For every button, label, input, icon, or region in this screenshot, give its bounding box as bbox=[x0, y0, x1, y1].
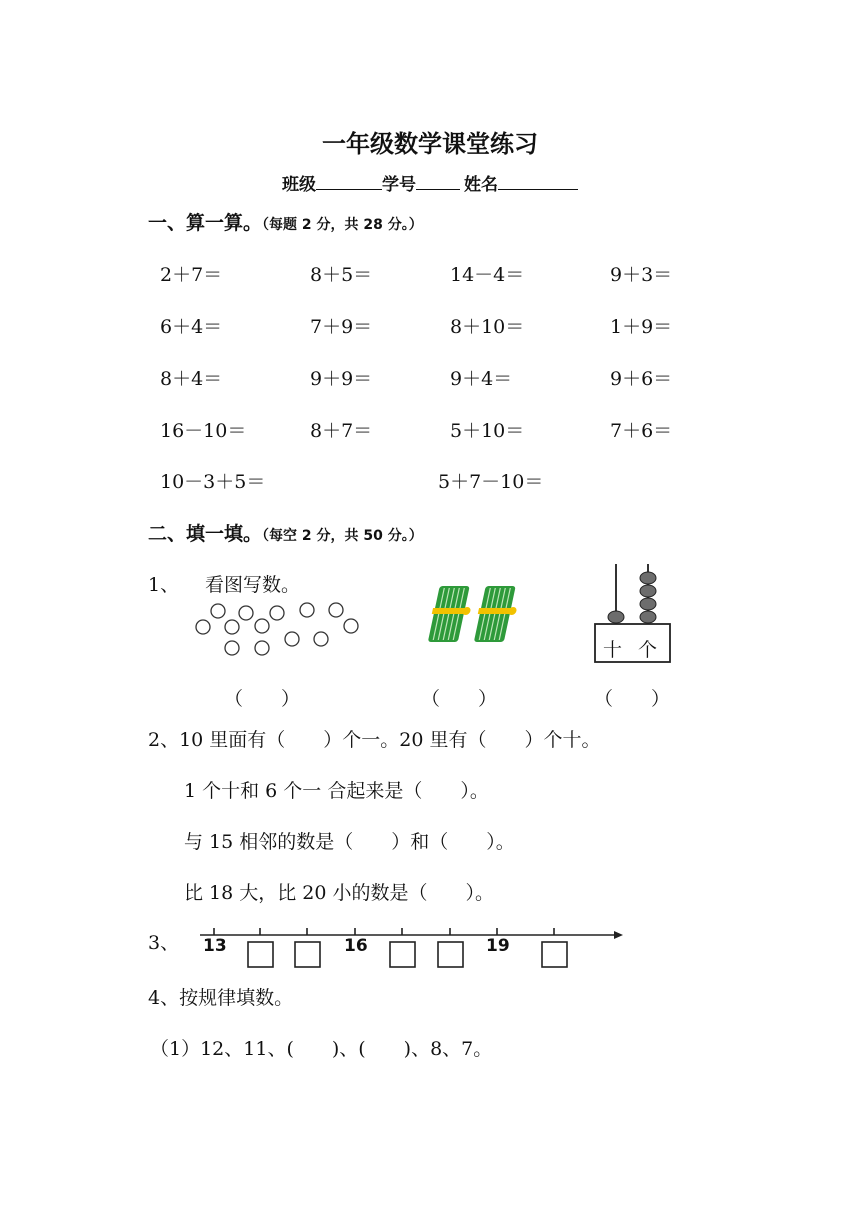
stick-bundle bbox=[472, 586, 522, 642]
q2-line: 与 15 相邻的数是（ ）和（ ）。 bbox=[184, 831, 515, 853]
section-2-title: 二、填一填。 bbox=[148, 523, 263, 545]
problem: 10－3＋5＝ bbox=[160, 471, 266, 493]
problem: 16－10＝ bbox=[160, 420, 247, 442]
number-line-box bbox=[248, 942, 273, 967]
problem: 7＋9＝ bbox=[310, 316, 373, 338]
id-label: 学号 bbox=[382, 175, 416, 195]
section-2-note: （每空 2 分，共 50 分。） bbox=[262, 528, 423, 544]
stick-bundles-picture bbox=[423, 580, 523, 650]
problem: 2＋7＝ bbox=[160, 264, 223, 286]
problem: 1＋9＝ bbox=[610, 316, 673, 338]
problem: 5＋10＝ bbox=[450, 420, 525, 442]
problem: 9＋3＝ bbox=[610, 264, 673, 286]
q2-line: 1 个十和 6 个一 合起来是（ ）。 bbox=[184, 780, 489, 802]
problem: 9＋4＝ bbox=[450, 368, 513, 390]
student-info-line bbox=[0, 170, 860, 195]
name-label: 姓名 bbox=[464, 175, 498, 195]
class-blank bbox=[316, 173, 382, 190]
section-2-heading bbox=[148, 519, 423, 546]
problem: 8＋4＝ bbox=[160, 368, 223, 390]
abacus-ones-label: 个 bbox=[638, 639, 658, 661]
section-1-title: 一、算一算。 bbox=[148, 212, 263, 234]
answer-blank: （ ） bbox=[594, 688, 671, 710]
answer-blank: （ ） bbox=[421, 688, 498, 710]
number-line-box bbox=[295, 942, 320, 967]
section-1-heading bbox=[148, 208, 423, 235]
number-line-label: 13 bbox=[203, 936, 227, 956]
problem: 9＋9＝ bbox=[310, 368, 373, 390]
problem: 8＋5＝ bbox=[310, 264, 373, 286]
problem: 14－4＝ bbox=[450, 264, 525, 286]
problem: 8＋10＝ bbox=[450, 316, 525, 338]
section-1-note: （每题 2 分，共 28 分。） bbox=[262, 217, 423, 233]
answer-blank: （ ） bbox=[224, 688, 301, 710]
number-line-box bbox=[390, 942, 415, 967]
q2-line: 2、10 里面有（ ）个一。20 里有（ ）个十。 bbox=[148, 729, 601, 751]
q2-line: 比 18 大，比 20 小的数是（ ）。 bbox=[184, 882, 495, 904]
number-line-box bbox=[438, 942, 463, 967]
problem: 5＋7－10＝ bbox=[438, 471, 544, 493]
page-title: 一年级数学课堂练习 bbox=[322, 130, 538, 158]
q1-text: 看图写数。 bbox=[205, 574, 301, 596]
id-blank bbox=[416, 173, 460, 190]
q3-label: 3、 bbox=[148, 932, 180, 954]
problem: 8＋7＝ bbox=[310, 420, 373, 442]
name-blank bbox=[498, 173, 578, 190]
q1-label: 1、 bbox=[148, 574, 180, 596]
problem: 7＋6＝ bbox=[610, 420, 673, 442]
number-line-label: 16 bbox=[344, 936, 368, 956]
number-line bbox=[196, 922, 626, 972]
problem: 9＋6＝ bbox=[610, 368, 673, 390]
number-line-label: 19 bbox=[486, 936, 510, 956]
number-line-box bbox=[542, 942, 567, 967]
q4-title: 4、按规律填数。 bbox=[148, 987, 294, 1009]
circles-picture bbox=[190, 597, 365, 662]
abacus-tens-label: 十 bbox=[603, 639, 623, 661]
stick-bundle bbox=[426, 586, 476, 642]
class-label: 班级 bbox=[282, 175, 316, 195]
problem: 6＋4＝ bbox=[160, 316, 223, 338]
q4-line: （1）12、11、( )、( )、8、7。 bbox=[150, 1038, 493, 1060]
